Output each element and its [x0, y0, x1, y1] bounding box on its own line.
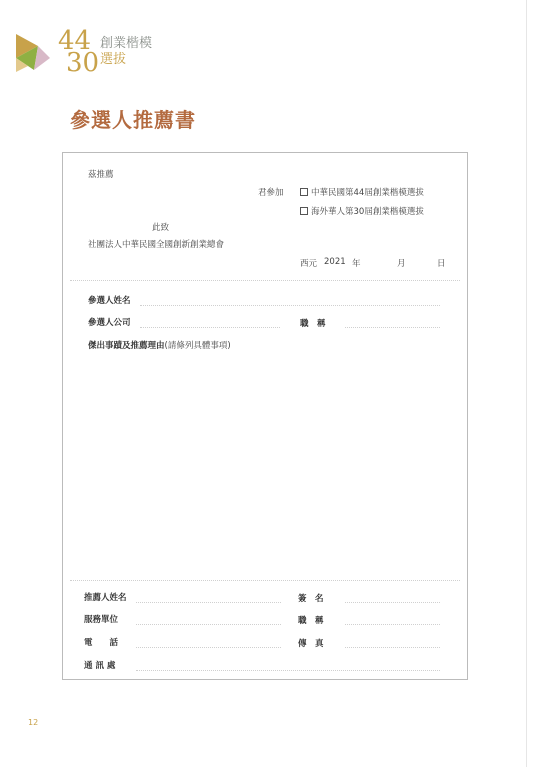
option-1-label: 中華民國第44屆創業楷模選拔: [311, 188, 424, 198]
logo-number-2: 30: [66, 48, 100, 78]
date-day: 日: [437, 259, 446, 269]
divider: [70, 580, 460, 581]
page-number: 12: [28, 718, 39, 727]
fax-field[interactable]: [345, 647, 440, 648]
logo-number: [58, 26, 100, 78]
unit-field[interactable]: [136, 624, 281, 625]
option-2-label: 海外華人第30屆創業楷模選拔: [311, 207, 424, 217]
recommender-name-field[interactable]: [136, 602, 281, 603]
reason-field[interactable]: [84, 356, 444, 576]
reason-heading: [88, 339, 231, 351]
candidate-company-field[interactable]: [140, 327, 280, 328]
address-field[interactable]: [136, 670, 440, 671]
reason-note: (請條列具體事項): [164, 341, 231, 351]
join-text: 君參加: [258, 188, 284, 198]
candidate-company-label: 參選人公司: [88, 318, 131, 328]
recommender-title-field[interactable]: [345, 624, 440, 625]
unit-label: 服務單位: [84, 615, 119, 625]
fax-label: 傳 真: [298, 639, 324, 649]
candidate-name-field[interactable]: [140, 305, 440, 306]
recommender-name-label: 推薦人姓名: [84, 593, 127, 603]
divider: [70, 280, 460, 281]
addressee-text: 社團法人中華民國全國創新創業總會: [88, 240, 225, 250]
scan-edge: [526, 0, 527, 767]
phone-label: 電 話: [84, 638, 119, 648]
logo-mark-icon: [14, 28, 62, 76]
date-year: 2021: [324, 257, 346, 267]
signature-label: 簽 名: [298, 594, 324, 604]
logo-text-1: 創業楷模: [100, 36, 153, 51]
checkbox-option-2[interactable]: [300, 207, 308, 215]
candidate-title-label: 職 稱: [300, 319, 326, 329]
checkbox-option-1[interactable]: [300, 188, 308, 196]
signature-field[interactable]: [345, 602, 440, 603]
phone-field[interactable]: [136, 647, 281, 648]
option-1[interactable]: [300, 186, 424, 198]
logo-text: [100, 36, 152, 68]
address-label: 通 訊 處: [84, 661, 116, 671]
logo-text-2: 選拔: [100, 52, 127, 67]
reason-label: 傑出事蹟及推薦理由: [88, 341, 165, 351]
date-month: 月: [397, 259, 406, 269]
page-title: 參選人推薦書: [70, 108, 196, 132]
candidate-name-label: 參選人姓名: [88, 296, 131, 306]
candidate-title-field[interactable]: [345, 327, 440, 328]
option-2[interactable]: [300, 205, 424, 217]
date-era: 西元: [300, 259, 318, 269]
date-year-unit: 年: [352, 259, 361, 269]
recommender-title-label: 職 稱: [298, 616, 324, 626]
logo-number-1: 44: [58, 26, 92, 56]
intro-text: 茲推薦: [88, 170, 114, 180]
closing-text: 此致: [152, 223, 170, 233]
